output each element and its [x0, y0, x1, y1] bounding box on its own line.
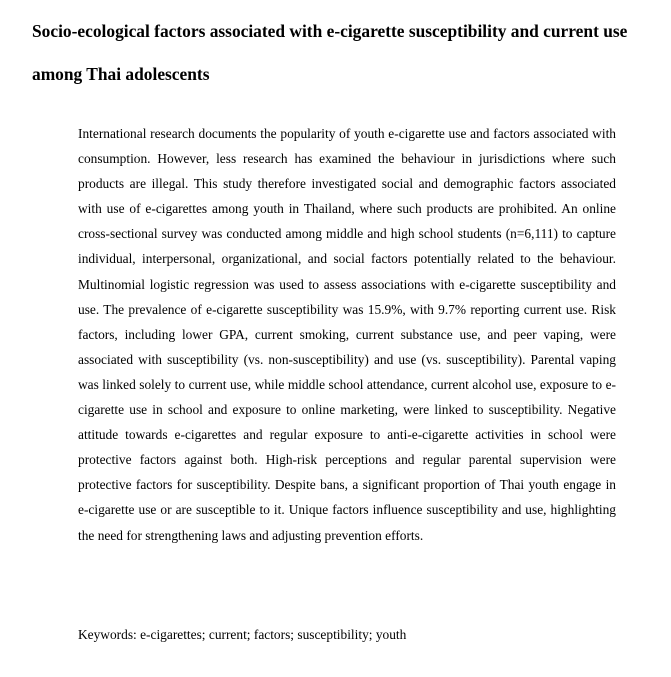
paper-title: Socio-ecological factors associated with e-cigarette susceptibility and current use among Thai adolescents — [32, 21, 628, 84]
abstract-paragraph: International research documents the popularity of youth e-cigarette use and factors associated with consumption. However, less research has examined the behaviour in jurisdictions where such products are illegal. This study therefore investigated social and demographic factors associated with use of e-cigarettes among youth in Thailand, where such products are prohibited. An online cross-sectional survey was conducted among middle and high school students (n=6,111) to capture individual, interpersonal, organizational, and social factors potentially related to the behaviour. Multinomial logistic regression was used to assess associations with e-cigarette susceptibility and use. The prevalence of e-cigarette susceptibility was 15.9%, with 9.7% reporting current use. Risk factors, including lower GPA, current smoking, current substance use, and peer vaping, were associated with susceptibility (vs. non-susceptibility) and use (vs. susceptibility). Parental vaping was linked solely to current use, while middle school attendance, current alcohol use, exposure to e-cigarette use in school and exposure to online marketing, were linked to susceptibility. Negative attitude towards e-cigarettes and regular exposure to anti-e-cigarette activities in school were protective factors against both. High-risk perceptions and regular parental supervision were protective factors for susceptibility. Despite bans, a significant proportion of Thai youth engage in e-cigarette use or are susceptible to it. Unique factors influence susceptibility and use, highlighting the need for strengthening laws and adjusting prevention efforts. — [78, 126, 616, 543]
keywords-line: Keywords: e-cigarettes; current; factors; susceptibility; youth — [78, 627, 407, 642]
